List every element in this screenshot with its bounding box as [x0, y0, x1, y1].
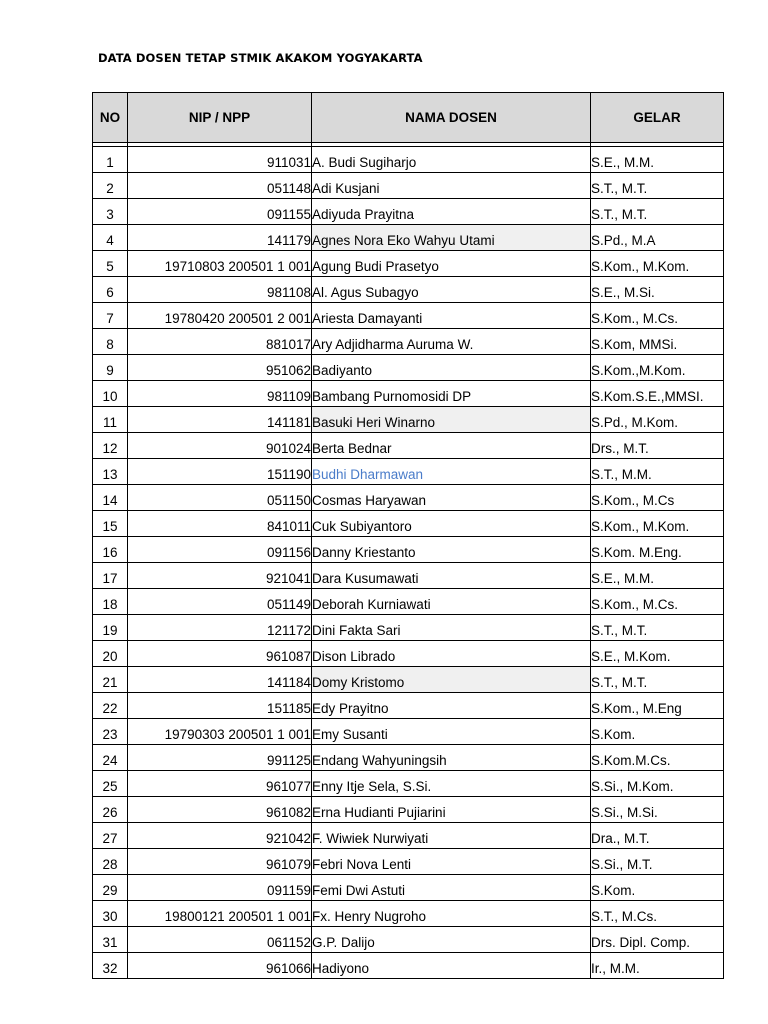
- row-gelar-cell: S.Kom.: [591, 719, 724, 745]
- row-nama-cell: Dara Kusumawati: [312, 563, 591, 589]
- row-nama-cell: Bambang Purnomosidi DP: [312, 381, 591, 407]
- row-nip-cell: 991125: [128, 745, 312, 771]
- table-row: [93, 641, 724, 667]
- header-nip: NIP / NPP: [128, 93, 312, 143]
- row-no-cell: 16: [93, 537, 128, 563]
- row-no-cell: 26: [93, 797, 128, 823]
- table-row: [93, 537, 724, 563]
- row-no-cell: 17: [93, 563, 128, 589]
- table-row: [93, 589, 724, 615]
- row-gelar-cell: S.Kom., M.Cs: [591, 485, 724, 511]
- row-gelar-cell: S.Si., M.T.: [591, 849, 724, 875]
- row-nip-cell: 881017: [128, 329, 312, 355]
- row-no-cell: 3: [93, 199, 128, 225]
- row-nama-cell: F. Wiwiek Nurwiyati: [312, 823, 591, 849]
- row-gelar-cell: S.Kom., M.Kom.: [591, 251, 724, 277]
- row-nip-cell: 981109: [128, 381, 312, 407]
- header-nama: NAMA DOSEN: [312, 93, 591, 143]
- table-row: [93, 173, 724, 199]
- row-nama-cell: A. Budi Sugiharjo: [312, 147, 591, 173]
- row-nip-cell: 19710803 200501 1 001: [128, 251, 312, 277]
- row-nip-cell: 061152: [128, 927, 312, 953]
- row-nama-cell: Femi Dwi Astuti: [312, 875, 591, 901]
- row-nama-cell: Ariesta Damayanti: [312, 303, 591, 329]
- table-row: [93, 459, 724, 485]
- row-gelar-cell: S.T., M.T.: [591, 173, 724, 199]
- row-nama-cell: Agung Budi Prasetyo: [312, 251, 591, 277]
- row-no-cell: 22: [93, 693, 128, 719]
- row-gelar-cell: S.Kom.M.Cs.: [591, 745, 724, 771]
- row-nip-cell: 961066: [128, 953, 312, 979]
- table-row: [93, 147, 724, 173]
- row-nama-cell: Cuk Subiyantoro: [312, 511, 591, 537]
- row-nama-cell: Cosmas Haryawan: [312, 485, 591, 511]
- table-row: [93, 433, 724, 459]
- row-nip-cell: 961077: [128, 771, 312, 797]
- row-nip-cell: 121172: [128, 615, 312, 641]
- row-no-cell: 4: [93, 225, 128, 251]
- row-no-cell: 14: [93, 485, 128, 511]
- row-nama-cell: Budhi Dharmawan: [312, 459, 591, 485]
- row-nip-cell: 961079: [128, 849, 312, 875]
- row-no-cell: 1: [93, 147, 128, 173]
- row-no-cell: 27: [93, 823, 128, 849]
- row-nip-cell: 051149: [128, 589, 312, 615]
- row-nama-cell: Dison Librado: [312, 641, 591, 667]
- row-gelar-cell: S.T., M.T.: [591, 199, 724, 225]
- table-row: [93, 277, 724, 303]
- row-nama-cell: Deborah Kurniawati: [312, 589, 591, 615]
- row-nama-cell: Erna Hudianti Pujiarini: [312, 797, 591, 823]
- row-nama-cell: Enny Itje Sela, S.Si.: [312, 771, 591, 797]
- row-gelar-cell: S.Kom. M.Eng.: [591, 537, 724, 563]
- row-nip-cell: 141179: [128, 225, 312, 251]
- row-gelar-cell: S.Kom., M.Cs.: [591, 303, 724, 329]
- table-row: [93, 329, 724, 355]
- row-gelar-cell: S.Kom.,M.Kom.: [591, 355, 724, 381]
- table-row: [93, 251, 724, 277]
- row-nama-cell: Danny Kriestanto: [312, 537, 591, 563]
- table-header-row: [93, 93, 724, 143]
- header-gelar: GELAR: [591, 93, 724, 143]
- row-no-cell: 12: [93, 433, 128, 459]
- table-row: [93, 381, 724, 407]
- row-nip-cell: 19780420 200501 2 001: [128, 303, 312, 329]
- row-gelar-cell: S.T., M.T.: [591, 615, 724, 641]
- row-nip-cell: 981108: [128, 277, 312, 303]
- row-nama-cell: Dini Fakta Sari: [312, 615, 591, 641]
- row-gelar-cell: S.E., M.M.: [591, 147, 724, 173]
- row-no-cell: 9: [93, 355, 128, 381]
- row-nip-cell: 051148: [128, 173, 312, 199]
- row-gelar-cell: S.Kom., M.Kom.: [591, 511, 724, 537]
- row-no-cell: 28: [93, 849, 128, 875]
- row-nip-cell: 961082: [128, 797, 312, 823]
- row-gelar-cell: S.T., M.T.: [591, 667, 724, 693]
- row-no-cell: 10: [93, 381, 128, 407]
- row-gelar-cell: S.Kom.S.E.,MMSI.: [591, 381, 724, 407]
- row-nama-cell: Fx. Henry Nugroho: [312, 901, 591, 927]
- row-nama-cell: Domy Kristomo: [312, 667, 591, 693]
- row-gelar-cell: S.E., M.M.: [591, 563, 724, 589]
- row-nama-cell: Febri Nova Lenti: [312, 849, 591, 875]
- row-nip-cell: 911031: [128, 147, 312, 173]
- table-row: [93, 823, 724, 849]
- table-row: [93, 745, 724, 771]
- row-nama-cell: Hadiyono: [312, 953, 591, 979]
- row-nama-cell: Adiyuda Prayitna: [312, 199, 591, 225]
- table-row: [93, 901, 724, 927]
- row-nip-cell: 051150: [128, 485, 312, 511]
- row-gelar-cell: S.E., M.Kom.: [591, 641, 724, 667]
- row-gelar-cell: S.Kom, MMSi.: [591, 329, 724, 355]
- row-nip-cell: 151190: [128, 459, 312, 485]
- table-row: [93, 667, 724, 693]
- row-nip-cell: 091155: [128, 199, 312, 225]
- row-nip-cell: 091159: [128, 875, 312, 901]
- row-gelar-cell: S.Pd., M.A: [591, 225, 724, 251]
- row-nama-cell: Endang Wahyuningsih: [312, 745, 591, 771]
- row-nip-cell: 19790303 200501 1 001: [128, 719, 312, 745]
- table-row: [93, 797, 724, 823]
- table-row: [93, 875, 724, 901]
- lecturer-table: [92, 92, 724, 979]
- table-row: [93, 511, 724, 537]
- row-no-cell: 18: [93, 589, 128, 615]
- row-no-cell: 6: [93, 277, 128, 303]
- table-row: [93, 563, 724, 589]
- row-no-cell: 31: [93, 927, 128, 953]
- row-gelar-cell: S.Si., M.Si.: [591, 797, 724, 823]
- row-no-cell: 5: [93, 251, 128, 277]
- row-nama-cell: Berta Bednar: [312, 433, 591, 459]
- row-gelar-cell: Drs., M.T.: [591, 433, 724, 459]
- row-no-cell: 8: [93, 329, 128, 355]
- row-nip-cell: 141184: [128, 667, 312, 693]
- row-no-cell: 23: [93, 719, 128, 745]
- table-row: [93, 693, 724, 719]
- row-nip-cell: 091156: [128, 537, 312, 563]
- row-gelar-cell: S.Kom., M.Eng: [591, 693, 724, 719]
- row-nip-cell: 951062: [128, 355, 312, 381]
- row-no-cell: 30: [93, 901, 128, 927]
- table-row: [93, 849, 724, 875]
- row-nama-cell: Edy Prayitno: [312, 693, 591, 719]
- row-nip-cell: 921042: [128, 823, 312, 849]
- row-no-cell: 11: [93, 407, 128, 433]
- table-row: [93, 199, 724, 225]
- row-gelar-cell: S.E., M.Si.: [591, 277, 724, 303]
- row-no-cell: 24: [93, 745, 128, 771]
- table-row: [93, 953, 724, 979]
- table-row: [93, 303, 724, 329]
- row-no-cell: 13: [93, 459, 128, 485]
- row-no-cell: 7: [93, 303, 128, 329]
- table-row: [93, 615, 724, 641]
- row-gelar-cell: S.Kom.: [591, 875, 724, 901]
- row-gelar-cell: S.Si., M.Kom.: [591, 771, 724, 797]
- row-gelar-cell: Dra., M.T.: [591, 823, 724, 849]
- table-row: [93, 927, 724, 953]
- row-nip-cell: 151185: [128, 693, 312, 719]
- row-gelar-cell: S.Kom., M.Cs.: [591, 589, 724, 615]
- row-nama-cell: Agnes Nora Eko Wahyu Utami: [312, 225, 591, 251]
- row-no-cell: 2: [93, 173, 128, 199]
- table-body: [93, 143, 724, 979]
- row-no-cell: 32: [93, 953, 128, 979]
- row-nama-cell: G.P. Dalijo: [312, 927, 591, 953]
- row-nip-cell: 961087: [128, 641, 312, 667]
- document-title: DATA DOSEN TETAP STMIK AKAKOM YOGYAKARTA: [98, 51, 423, 65]
- table-row: [93, 407, 724, 433]
- row-no-cell: 15: [93, 511, 128, 537]
- row-nama-cell: Basuki Heri Winarno: [312, 407, 591, 433]
- row-nip-cell: 921041: [128, 563, 312, 589]
- table-row: [93, 771, 724, 797]
- table-row: [93, 485, 724, 511]
- row-gelar-cell: S.T., M.M.: [591, 459, 724, 485]
- row-gelar-cell: Ir., M.M.: [591, 953, 724, 979]
- row-nip-cell: 19800121 200501 1 001: [128, 901, 312, 927]
- table-row: [93, 355, 724, 381]
- row-nama-cell: Ary Adjidharma Auruma W.: [312, 329, 591, 355]
- row-no-cell: 29: [93, 875, 128, 901]
- row-nip-cell: 901024: [128, 433, 312, 459]
- row-nip-cell: 141181: [128, 407, 312, 433]
- row-no-cell: 20: [93, 641, 128, 667]
- row-gelar-cell: Drs. Dipl. Comp.: [591, 927, 724, 953]
- row-no-cell: 25: [93, 771, 128, 797]
- row-gelar-cell: S.T., M.Cs.: [591, 901, 724, 927]
- row-nama-cell: Adi Kusjani: [312, 173, 591, 199]
- row-no-cell: 19: [93, 615, 128, 641]
- row-nip-cell: 841011: [128, 511, 312, 537]
- header-no: NO: [93, 93, 128, 143]
- row-gelar-cell: S.Pd., M.Kom.: [591, 407, 724, 433]
- row-nama-cell: Al. Agus Subagyo: [312, 277, 591, 303]
- row-no-cell: 21: [93, 667, 128, 693]
- table-row: [93, 719, 724, 745]
- row-nama-cell: Badiyanto: [312, 355, 591, 381]
- table-row: [93, 225, 724, 251]
- row-nama-cell: Emy Susanti: [312, 719, 591, 745]
